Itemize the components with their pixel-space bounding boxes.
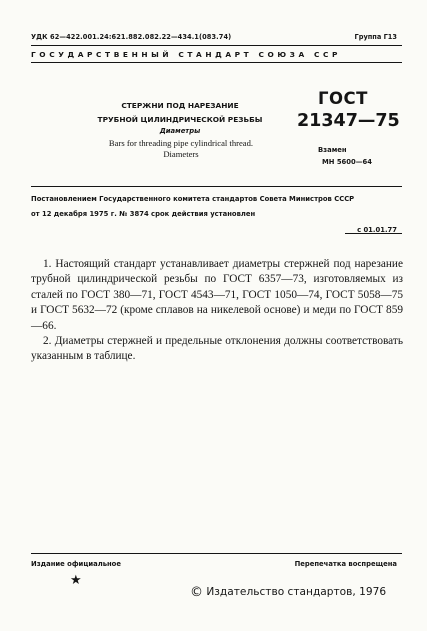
copyright-text: Издательство стандартов, 1976 [206, 586, 387, 598]
date-underline [345, 233, 402, 234]
star-icon: ★ [70, 572, 82, 587]
resolution-line2: от 12 декабря 1975 г. № 3874 срок действия установлен [31, 210, 256, 218]
copyright-icon: © [190, 585, 203, 600]
reprint-prohibited: Перепечатка воспрещена [294, 560, 397, 568]
title-en-line2: Diameters [163, 149, 199, 159]
replaces-standard: МН 5600—64 [322, 158, 372, 166]
official-edition: Издание официальное [31, 560, 121, 568]
title-en-line1: Bars for threading pipe cylindrical thread. [108, 138, 254, 148]
group-label: Группа Г13 [354, 33, 397, 41]
resolution-divider [31, 186, 402, 187]
resolution-line1: Постановлением Государственного комитета стандартов Совета Министров СССР [31, 195, 355, 203]
replaces-label: Взамен [318, 146, 347, 154]
title-ru-subtitle: Диаметры [159, 127, 201, 135]
paragraph-1: 1. Настоящий стандарт устанавливает диаметры стержней под нарезание трубной цилиндрической резьбы по ГОСТ 6357—73, изготовляемых из сталей по ГОСТ 380—71, ГОСТ 4543—71, ГОСТ 1050—74, ГОСТ 5058—75 и ГОСТ 5632—72 (кроме сплавов на никелевой основе) и меди по ГОСТ 859—66. [31, 258, 403, 332]
gost-number: 21347—75 [297, 111, 400, 131]
body-text [31, 257, 403, 365]
udk-code: УДК 62—422.001.24:621.882.082.22—434.1(083.74) [31, 33, 232, 41]
state-standard-heading: ГОСУДАРСТВЕННЫЙ СТАНДАРТ СОЮЗА ССР [31, 50, 342, 59]
title-ru-line2: ТРУБНОЙ ЦИЛИНДРИЧЕСКОЙ РЕЗЬБЫ [97, 115, 263, 124]
gost-label: ГОСТ [318, 89, 368, 108]
paragraph-2: 2. Диаметры стержней и предельные отклонения должны соответствовать указанным в таблице. [31, 335, 403, 363]
top-divider [31, 45, 402, 46]
title-ru-line1: СТЕРЖНИ ПОД НАРЕЗАНИЕ [121, 101, 239, 110]
footer-divider [31, 553, 402, 554]
effective-date: с 01.01.77 [357, 226, 397, 234]
heading-divider [31, 62, 402, 63]
copyright-line [190, 585, 386, 600]
